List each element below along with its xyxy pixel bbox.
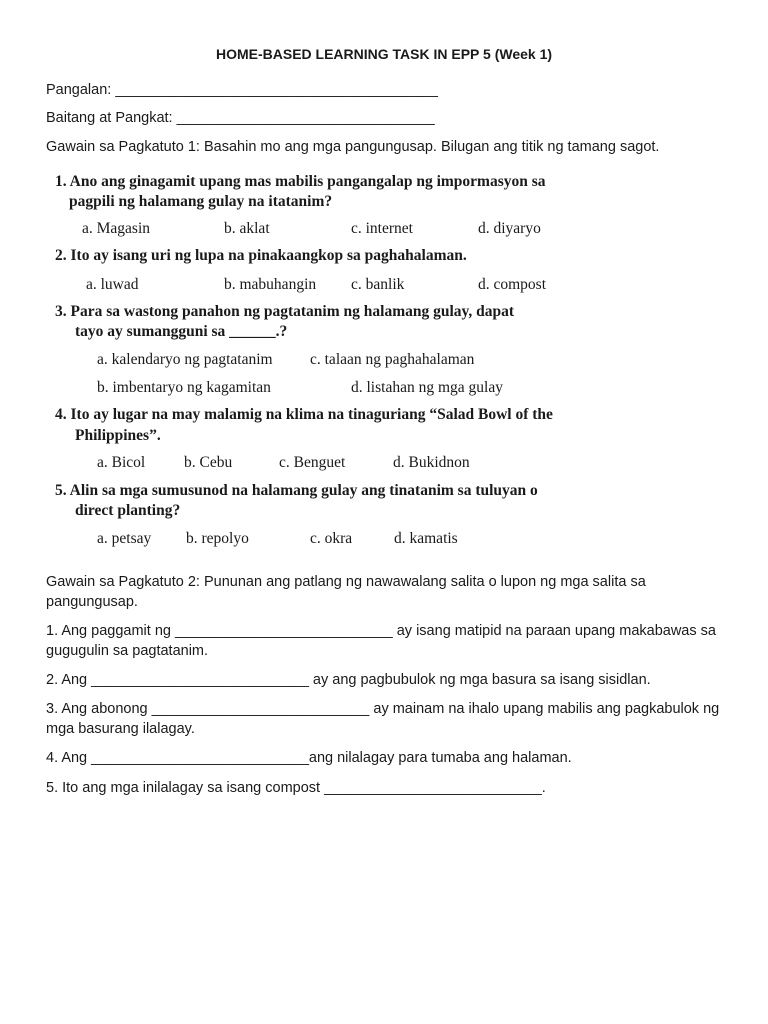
question-2-line-1: 2. Ito ay isang uri ng lupa na pinakaangkop sa paghahalaman. xyxy=(55,247,467,264)
part1-instruction: Gawain sa Pagkatuto 1: Basahin mo ang mga pangungusap. Bilugan ang titik ng tamang sagot. xyxy=(46,139,660,155)
question-5-line-2: direct planting? xyxy=(75,502,181,519)
question-4-line-1: 4. Ito ay lugar na may malamig na klima na tinaguriang “Salad Bowl of the xyxy=(55,406,553,423)
q5-choice-c: c. okra xyxy=(310,530,353,547)
q5-choice-a: a. petsay xyxy=(97,530,152,547)
q3-choice-a: a. kalendaryo ng pagtatanim xyxy=(97,351,273,368)
fill-item-1: 1. Ang paggamit ng ___________________________ ay isang matipid na paraan upang makabawas sa gugugulin sa pagtatanim. xyxy=(46,623,716,659)
question-1-line-1: 1. Ano ang ginagamit upang mas mabilis pangangalap ng impormasyon sa xyxy=(55,173,546,190)
q4-choice-c: c. Benguet xyxy=(279,454,346,471)
q3-choice-b: b. imbentaryo ng kagamitan xyxy=(97,379,271,396)
q5-choice-d: d. kamatis xyxy=(394,530,458,547)
q2-choice-c: c. banlik xyxy=(351,276,405,293)
q3-choice-d: d. listahan ng mga gulay xyxy=(351,379,503,396)
q4-choice-d: d. Bukidnon xyxy=(393,454,470,471)
name-line: Pangalan: ________________________________________ xyxy=(46,82,438,98)
part2-instruction: Gawain sa Pagkatuto 2: Pununan ang patlang ng nawawalang salita o lupon ng mga salita sa pangungusap. xyxy=(46,574,646,610)
page-title: HOME-BASED LEARNING TASK IN EPP 5 (Week 1) xyxy=(215,46,553,62)
grade-section-line: Baitang at Pangkat: ________________________________ xyxy=(46,110,435,126)
q2-choice-a: a. luwad xyxy=(86,276,139,293)
question-3-line-1: 3. Para sa wastong panahon ng pagtatanim ng halamang gulay, dapat xyxy=(55,303,515,320)
q3-choice-c: c. talaan ng paghahalaman xyxy=(310,351,475,368)
question-4-line-2: Philippines”. xyxy=(75,427,161,444)
q2-choice-b: b. mabuhangin xyxy=(224,276,317,293)
question-3-line-2: tayo ay sumangguni sa ______.? xyxy=(75,323,288,340)
fill-item-3: 3. Ang abonong ___________________________ ay mainam na ihalo upang mabilis ang pagkabulok ng mga basurang ilalagay. xyxy=(46,701,720,737)
q1-choice-c: c. internet xyxy=(351,220,413,237)
fill-item-5: 5. Ito ang mga inilalagay sa isang compost ___________________________. xyxy=(46,780,546,796)
question-1-line-2: pagpili ng halamang gulay na itatanim? xyxy=(69,193,333,210)
q1-choice-b: b. aklat xyxy=(224,220,270,237)
q4-choice-b: b. Cebu xyxy=(184,454,233,471)
q2-choice-d: d. compost xyxy=(478,276,547,293)
q4-choice-a: a. Bicol xyxy=(97,454,146,471)
q5-choice-b: b. repolyo xyxy=(186,530,249,547)
question-5-line-1: 5. Alin sa mga sumusunod na halamang gulay ang tinatanim sa tuluyan o xyxy=(55,482,538,499)
fill-item-2: 2. Ang ___________________________ ay ang pagbubulok ng mga basura sa isang sisidlan. xyxy=(46,672,651,688)
q1-choice-a: a. Magasin xyxy=(82,220,151,237)
fill-item-4: 4. Ang ___________________________ang nilalagay para tumaba ang halaman. xyxy=(46,750,572,766)
q1-choice-d: d. diyaryo xyxy=(478,220,541,237)
